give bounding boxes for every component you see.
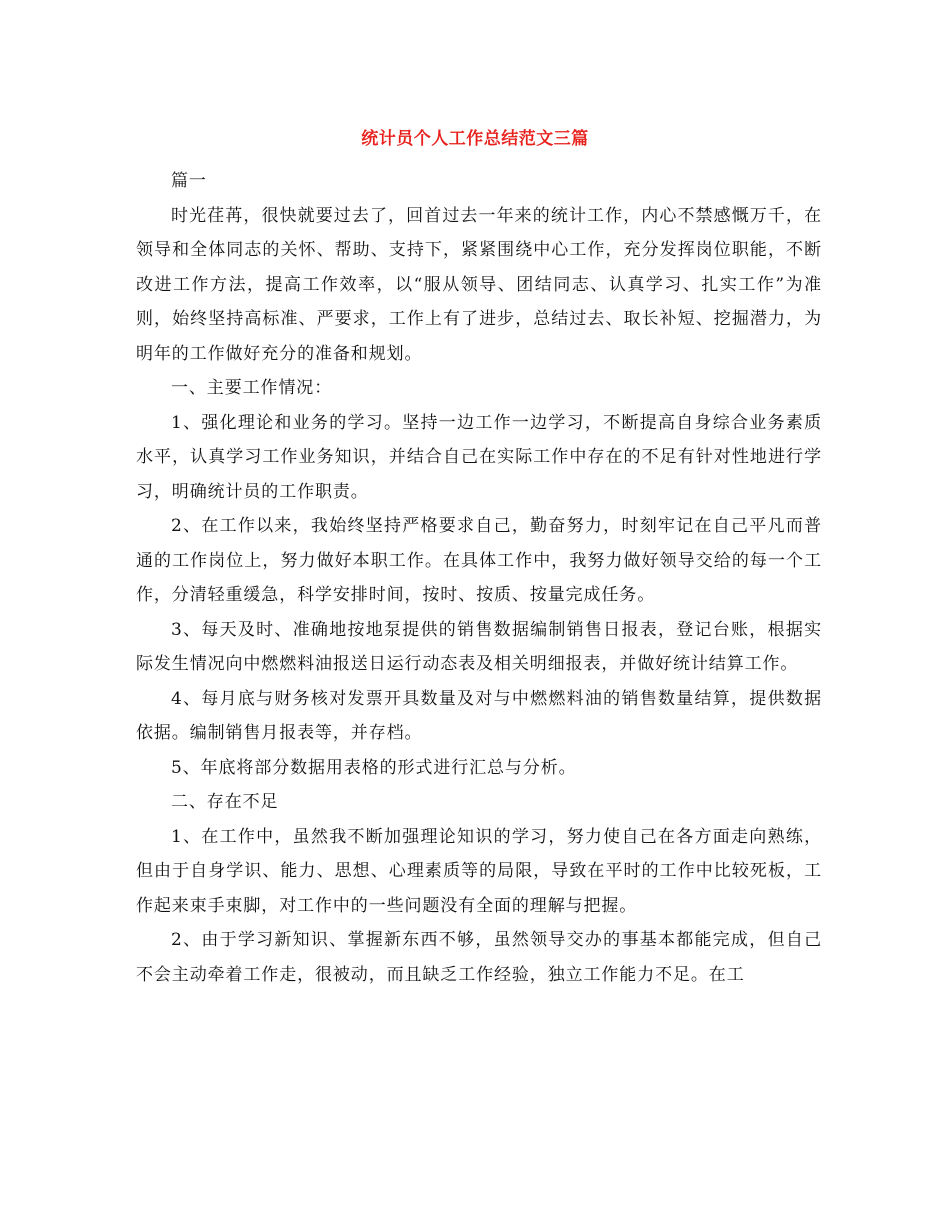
paragraph-item-5: 5、年底将部分数据用表格的形式进行汇总与分析。: [171, 757, 577, 778]
paragraph-item-1: 1、强化理论和业务的学习。坚持一边工作一边学习，不断提高自身综合业务素质水平，认真学习工作业务知识，并结合自己在实际工作中存在的不足有针对性地进行学习，明确统计员的工作职责。: [136, 412, 822, 502]
document-title: 统计员个人工作总结范文三篇: [361, 129, 589, 149]
paragraph-item-2: 2、在工作以来，我始终坚持严格要求自己，勤奋努力，时刻牢记在自己平凡而普通的工作岗位上，努力做好本职工作。在具体工作中，我努力做好领导交给的每一个工作，分清轻重缓急，科学安排时间，按时、按质、按量完成任务。: [136, 516, 822, 605]
paragraph-shortcoming-2: 2、由于学习新知识、掌握新东西不够，虽然领导交办的事基本都能完成，但自己不会主动牵着工作走，很被动，而且缺乏工作经验，独立工作能力不足。在工: [136, 930, 822, 985]
paragraph-intro: 时光荏苒，很快就要过去了，回首过去一年来的统计工作，内心不禁感慨万千，在领导和全体同志的关怀、帮助、支持下，紧紧围绕中心工作，充分发挥岗位职能，不断改进工作方法，提高工作效率，以“服从领导、团结同志、认真学习、扎实工作”为准则，始终坚持高标准、严要求，工作上有了进步，总结过去、取长补短、挖掘潜力，为明年的工作做好充分的准备和规划。: [136, 205, 822, 364]
paragraph-shortcoming-1: 1、在工作中，虽然我不断加强理论知识的学习，努力使自己在各方面走向熟练，但由于自身学识、能力、思想、心理素质等的局限，导致在平时的工作中比较死板，工作起来束手束脚，对工作中的一些问题没有全面的理解与把握。: [136, 826, 822, 916]
paragraph-item-4: 4、每月底与财务核对发票开具数量及对与中燃燃料油的销售数量结算，提供数据依据。编制销售月报表等，并存档。: [136, 688, 822, 743]
paragraph-item-3: 3、每天及时、准确地按地泵提供的销售数据编制销售日报表，登记台账，根据实际发生情况向中燃燃料油报送日运行动态表及相关明细报表，并做好统计结算工作。: [136, 619, 822, 674]
paragraph-section-label: 篇一: [171, 171, 207, 191]
heading-shortcomings: 二、存在不足: [171, 792, 279, 812]
heading-main-work: 一、主要工作情况：: [171, 378, 333, 398]
document-body: [136, 164, 822, 992]
